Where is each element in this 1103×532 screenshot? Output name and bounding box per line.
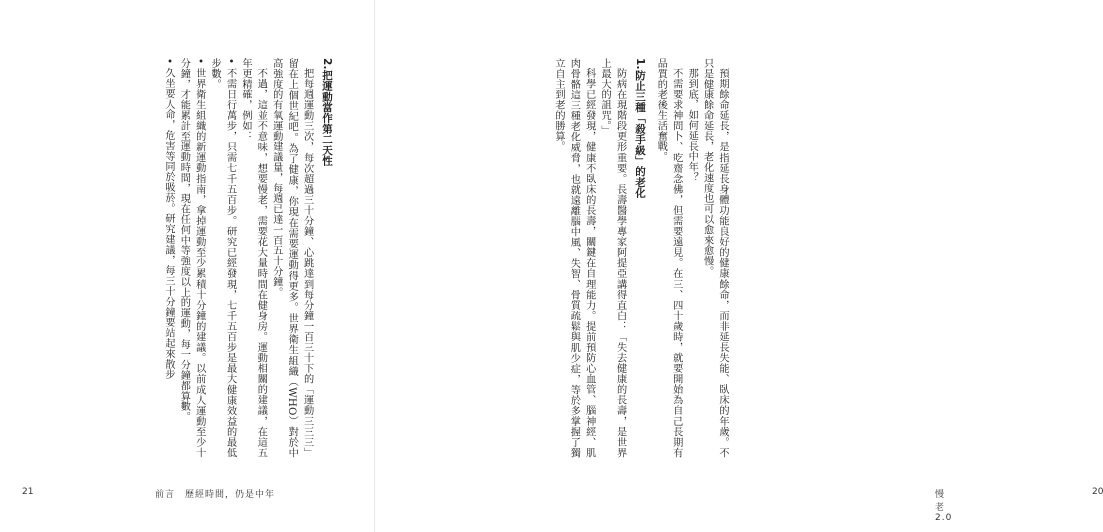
bullet-item: • 不需日行萬步，只需七千五百步。研究已經發現，七千五百步是最大健康效益的最低步數。: [209, 58, 236, 458]
paragraph: 防病在現階段更形重要。長壽醫學專家阿提亞講得直白：「失去健康的長壽，是世界上最大的詛咒。」: [599, 58, 626, 458]
heading-emphasis: 「殺手級」: [633, 112, 646, 166]
page-number: 20: [1092, 487, 1103, 497]
section-heading-2: 2.把運動當作第二天性: [321, 58, 333, 166]
page-number: 21: [22, 487, 34, 497]
bullet-item: • 世界衛生組織的新運動指南，拿掉運動至少累積十分鐘的建議。以前成人運動至少十分鐘，才能累計至運動時間，現在任何中等強度以上的運動，每一分鐘都算數。: [178, 58, 205, 458]
right-text-column: [552, 58, 730, 458]
section-heading-1: 1.防止三種「殺手級」的老化: [633, 58, 646, 199]
left-page: [0, 0, 375, 532]
paragraph: 預期餘命延長，是指延長身體功能良好的健康餘命，而非延長失能、臥床的年歲。不只是健康餘命延長，老化速度也可以愈來愈慢。: [701, 58, 728, 458]
paragraph: 不需要求神問卜、吃齋念佛，但需要遠見。在三、四十歲時，就要開始為自己長期有品質的老後生活奮戰。: [655, 58, 682, 458]
running-head: 前言 歷經時間，仍是中年: [155, 490, 276, 500]
paragraph: 把每週運動三次，每次超過三十分鐘、心跳達到每分鐘一百三十下的「運動三三三」留在上個世紀吧。為了健康，你現在需要運動得更多。世界衛生組織（WHO）對於中高強度的有氧運動建議量，每週已達一百五十分鐘。: [270, 58, 313, 458]
left-text-column: [40, 58, 340, 458]
right-page: [375, 0, 1103, 532]
paragraph: 不過，這並不意味，想要慢老，需要花大量時間在健身房。運動相關的建議，在這五年更精確，例如：: [239, 58, 267, 458]
paragraph: 那到底，如何延長中年？: [686, 68, 698, 183]
paragraph: 科學已經發現，健康不臥床的長壽，關鍵在自理能力。提前預防心血管、腦神經、肌肉骨骼這三種老化威脅，也就遠離腦中風、失智、骨質疏鬆與肌少症，等於多掌握了獨立自主到老的勝算。: [552, 58, 595, 458]
running-head: 慢老 2.0: [935, 490, 953, 523]
bullet-item: • 久坐要人命，危害等同於吸菸。研究建議，每三十分鐘要站起來散步: [162, 58, 174, 380]
